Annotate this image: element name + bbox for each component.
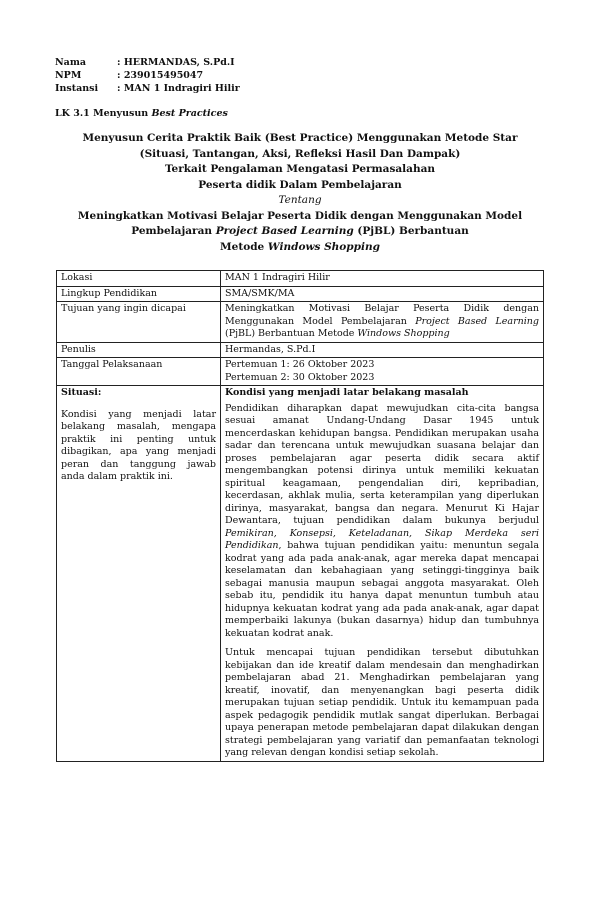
title-line-5: Meningkatkan Motivasi Belajar Peserta Didik dengan Menggunakan Model	[77, 209, 523, 222]
situasi-heading: Kondisi yang menjadi latar belakang masalah	[225, 387, 469, 398]
title-line-6-pre: Pembelajaran	[131, 225, 216, 237]
situasi-cell	[57, 386, 221, 762]
practice-table	[56, 270, 544, 762]
situasi-content	[221, 386, 544, 762]
situasi-description: Kondisi yang menjadi latar belakang masalah, mengapa praktik ini penting untuk dibagikan, apa yang menjadi peran dan tanggung jawab anda dalam praktik ini.	[61, 408, 216, 482]
penulis-label: Penulis	[57, 342, 221, 358]
tanggal-label: Tanggal Pelaksanaan	[57, 358, 221, 386]
situasi-paragraph-2: Untuk mencapai tujuan pendidikan tersebut dibutuhkan kebijakan dan ide kreatif dalam mendesain dan menghadirkan pembelajaran abad 21. Menghadirkan pembelajaran yang kreatif, inovatif, dan menyenangkan bagi peserta didik merupakan tujuan setiap pendidik. Untuk itu kemampuan pada aspek pedagogik pendidik mutlak sangat diperlukan. Berbagai upaya penerapan metode pembelajaran dapat dilakukan dengan strategi pembelajaran yang variatif dan pemanfaatan teknologi yang relevan dengan kondisi setiap sekolah.	[225, 647, 539, 758]
para1-part-b: , bahwa tujuan pendidikan yaitu: menuntun segala kodrat yang ada pada anak-anak, agar mereka dapat mencapai keselamatan dan kebahagiaan yang setinggi-tingginya baik sebagai manusia maupun sebagai anggota masyarakat. Oleh sebab itu, pendidik itu hanya dapat menuntun tumbuh atau hidupnya kekuatan kodrat yang ada pada anak-anak, agar dapat memperbaiki lakunya (bukan dasarnya) hidup dan tumbuhnya kekuatan kodrat anak.	[225, 540, 539, 639]
title-line-6-italic: Project Based Learning	[215, 225, 354, 237]
tanggal-value-1: Pertemuan 1: 26 Oktober 2023	[225, 359, 375, 370]
lk-prefix: LK 3.1 Menyusun	[55, 108, 149, 119]
instansi-label: Instansi	[55, 83, 99, 94]
title-line-7-pre: Metode	[220, 240, 268, 253]
tujuan-value-mid: (PjBL) Berbantuan Metode	[225, 328, 358, 339]
tujuan-value-pre: Meningkatkan Motivasi Belajar Peserta Didik dengan Menggunakan Model Pembelajaran	[225, 303, 539, 327]
identity-block	[55, 56, 240, 95]
situasi-paragraph-1	[225, 403, 539, 641]
instansi-value: : MAN 1 Indragiri Hilir	[117, 83, 240, 94]
para1-italic: Pemikiran, Konsepsi, Keteladanan, Sikap Merdeka seri Pendidikan	[225, 527, 539, 551]
table-row-situasi	[57, 386, 544, 762]
lk-italic: Best Practices	[151, 108, 228, 119]
lokasi-label: Lokasi	[57, 271, 221, 287]
table-row-lokasi	[57, 271, 544, 287]
title-line-7-italic: Windows Shopping	[267, 240, 380, 253]
penulis-value: Hermandas, S.Pd.I	[221, 342, 544, 358]
tujuan-label: Tujuan yang ingin dicapai	[57, 302, 221, 343]
lk-heading	[55, 108, 228, 119]
tujuan-value-italic-2: Windows Shopping	[357, 328, 450, 339]
tanggal-value-2: Pertemuan 2: 30 Oktober 2023	[225, 371, 375, 383]
nama-value: : HERMANDAS, S.Pd.I	[117, 57, 235, 68]
table-row-tanggal	[57, 358, 544, 386]
table-row-lingkup	[57, 286, 544, 302]
tujuan-value	[221, 302, 544, 343]
identity-row-nama	[55, 56, 240, 69]
title-line-6-post: (PjBL) Berbantuan	[353, 225, 469, 237]
table-row-penulis	[57, 342, 544, 358]
para1-part-a: Pendidikan diharapkan dapat mewujudkan cita-cita bangsa sesuai amanat Undang-Undang Dasar 1945 untuk mencerdaskan kehidupan bangsa. Pendidikan merupakan usaha sadar dan terencana untuk mewujudkan suasana belajar dan proses pembelajaran agar peserta didik secara aktif mengembangkan potensi dirinya untuk memiliki kekuatan spiritual keagamaan, pengendalian diri, kepribadian, kecerdasan, akhlak mulia, serta keterampilan yang diperlukan dirinya, masyarakat, bangsa dan negara. Menurut Ki Hajar Dewantara, tujuan pendidikan dalam bukunya berjudul	[225, 402, 539, 526]
situasi-label: Situasi:	[61, 387, 102, 398]
title-line-2: (Situasi, Tantangan, Aksi, Refleksi Hasil Dan Dampak)	[139, 147, 461, 160]
nama-label: Nama	[55, 57, 87, 68]
lingkup-value: SMA/SMK/MA	[221, 286, 544, 302]
table-row-tujuan	[57, 302, 544, 343]
identity-row-instansi	[55, 82, 240, 95]
lokasi-value: MAN 1 Indragiri Hilir	[221, 271, 544, 287]
title-tentang: Tentang	[278, 194, 322, 206]
title-line-4: Peserta didik Dalam Pembelajaran	[198, 178, 402, 191]
title-line-3: Terkait Pengalaman Mengatasi Permasalahan	[164, 163, 436, 175]
title-line-1: Menyusun Cerita Praktik Baik (Best Practice) Menggunakan Metode Star	[82, 132, 518, 144]
lingkup-label: Lingkup Pendidikan	[57, 286, 221, 302]
npm-label: NPM	[55, 70, 82, 81]
npm-value: : 239015495047	[117, 70, 204, 81]
tanggal-value	[221, 358, 544, 386]
title-line-7	[40, 240, 560, 256]
document-title	[40, 131, 560, 255]
tujuan-value-italic-1: Project Based Learning	[415, 315, 539, 327]
identity-row-npm	[55, 69, 240, 82]
title-line-6	[40, 224, 560, 240]
